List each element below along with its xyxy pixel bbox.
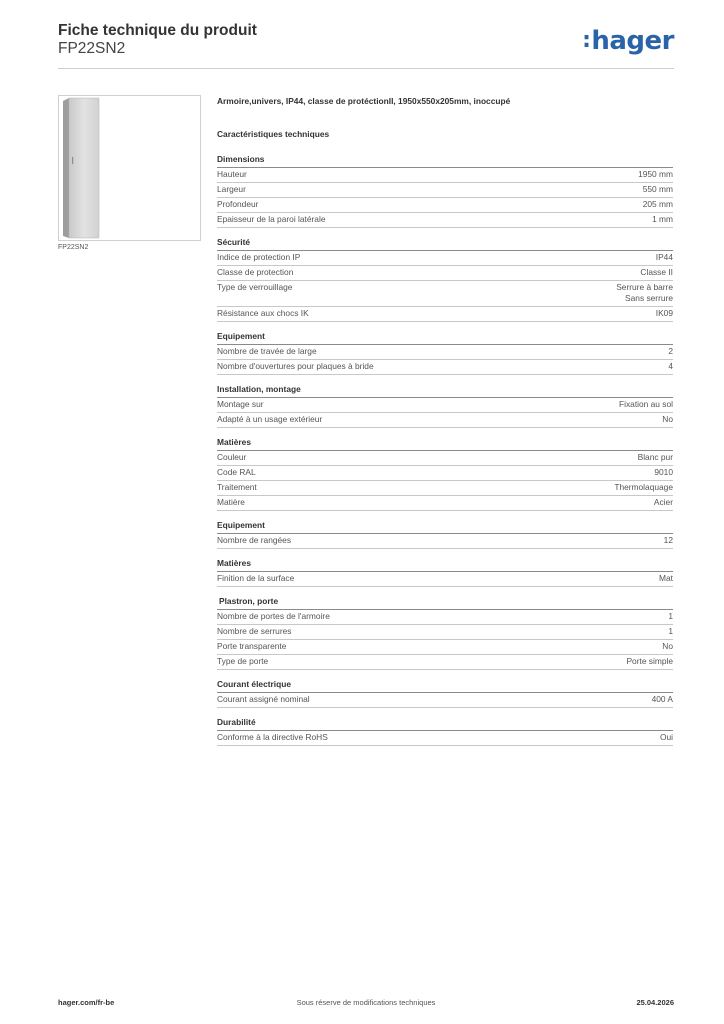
spec-row [217, 481, 673, 496]
product-reference: FP22SN2 [58, 40, 126, 57]
spec-label: Montage sur [217, 399, 264, 409]
spec-label: Nombre de portes de l'armoire [217, 611, 330, 621]
spec-section-title: Dimensions [217, 154, 673, 168]
logo-mark-icon: : [582, 28, 591, 53]
footer-disclaimer: Sous réserve de modifications techniques [296, 998, 436, 1007]
spec-label: Matière [217, 497, 245, 507]
spec-row [217, 183, 673, 198]
spec-label: Type de verrouillage [217, 282, 293, 292]
spec-value: 1 mm [652, 214, 673, 224]
spec-label: Largeur [217, 184, 246, 194]
spec-section [217, 596, 673, 670]
spec-value: 4 [668, 361, 673, 371]
spec-value: 400 A [651, 694, 673, 704]
spec-value: 1 [668, 626, 673, 636]
spec-label: Classe de protection [217, 267, 294, 277]
spec-label: Hauteur [217, 169, 247, 179]
spec-row [217, 466, 673, 481]
spec-label: Couleur [217, 452, 247, 462]
spec-section [217, 679, 673, 708]
spec-row [217, 640, 673, 655]
spec-section-title: Equipement [217, 520, 673, 534]
spec-label: Indice de protection IP [217, 252, 301, 262]
spec-value: 205 mm [642, 199, 673, 209]
spec-value: 9010 [654, 467, 673, 477]
spec-label: Code RAL [217, 467, 256, 477]
spec-section-title: Equipement [217, 331, 673, 345]
spec-row [217, 360, 673, 375]
spec-row [217, 451, 673, 466]
spec-label: Finition de la surface [217, 573, 295, 583]
spec-label: Résistance aux chocs IK [217, 308, 309, 318]
hager-logo [582, 26, 674, 56]
spec-row [217, 266, 673, 281]
spec-section-title: Matières [217, 437, 673, 451]
header-divider [58, 68, 674, 69]
spec-section-title: Sécurité [217, 237, 673, 251]
spec-section-title: Plastron, porte [217, 596, 673, 610]
footer-website-link[interactable]: hager.com/fr-be [58, 998, 115, 1007]
characteristics-sections [217, 154, 673, 746]
spec-value: No [662, 641, 673, 651]
spec-section [217, 717, 673, 746]
spec-value: Serrure à barre Sans serrure [616, 282, 673, 303]
spec-row [217, 625, 673, 640]
spec-label: Profondeur [217, 199, 259, 209]
spec-value: IK09 [655, 308, 673, 318]
spec-row [217, 731, 673, 746]
spec-label: Adapté à un usage extérieur [217, 414, 323, 424]
spec-row [217, 213, 673, 228]
spec-row [217, 655, 673, 670]
spec-label: Nombre de rangées [217, 535, 292, 545]
spec-row [217, 398, 673, 413]
spec-section-title: Courant électrique [217, 679, 673, 693]
spec-section [217, 558, 673, 587]
spec-row [217, 572, 673, 587]
spec-value: IP44 [655, 252, 673, 262]
spec-section [217, 384, 673, 428]
spec-section-title: Matières [217, 558, 673, 572]
spec-row [217, 281, 673, 307]
spec-section [217, 437, 673, 511]
spec-label: Nombre de travée de large [217, 346, 317, 356]
product-image-caption: FP22SN2 [58, 244, 89, 251]
spec-row [217, 345, 673, 360]
spec-value: Fixation au sol [619, 399, 673, 409]
spec-section [217, 237, 673, 322]
spec-label: Nombre de serrures [217, 626, 292, 636]
spec-row [217, 693, 673, 708]
technical-characteristics-heading: Caractéristiques techniques [217, 129, 330, 139]
spec-value: Thermolaquage [614, 482, 673, 492]
spec-label: Nombre d'ouvertures pour plaques à bride [217, 361, 374, 371]
spec-label: Porte transparente [217, 641, 287, 651]
spec-value: No [662, 414, 673, 424]
spec-row [217, 413, 673, 428]
spec-value: 1 [668, 611, 673, 621]
page-title: Fiche technique du produit [58, 22, 257, 39]
spec-value: 12 [663, 535, 673, 545]
spec-label: Courant assigné nominal [217, 694, 310, 704]
spec-value: 550 mm [642, 184, 673, 194]
spec-section [217, 331, 673, 375]
spec-value: 1950 mm [638, 169, 673, 179]
spec-section [217, 520, 673, 549]
spec-section-title: Installation, montage [217, 384, 673, 398]
spec-value: Blanc pur [637, 452, 673, 462]
spec-value: Oui [659, 732, 673, 742]
spec-row [217, 610, 673, 625]
logo-text: hager [591, 26, 674, 56]
spec-value: Mat [659, 573, 673, 583]
spec-label: Epaisseur de la paroi latérale [217, 214, 326, 224]
spec-row [217, 534, 673, 549]
spec-value: Acier [653, 497, 673, 507]
spec-row [217, 168, 673, 183]
product-description: Armoire,univers, IP44, classe de protéctionII, 1950x550x205mm, inoccupé [217, 96, 511, 106]
cabinet-product-image [62, 97, 102, 239]
spec-label: Type de porte [217, 656, 269, 666]
document-header [58, 22, 674, 68]
footer-date: 25.04.2026 [636, 998, 674, 1007]
spec-label: Conforme à la directive RoHS [217, 732, 328, 742]
spec-row [217, 496, 673, 511]
spec-row [217, 198, 673, 213]
spec-row [217, 251, 673, 266]
spec-value: Classe II [640, 267, 673, 277]
spec-section [217, 154, 673, 228]
technical-sheet-content [217, 96, 673, 755]
spec-value: 2 [668, 346, 673, 356]
spec-value: Porte simple [626, 656, 673, 666]
spec-section-title: Durabilité [217, 717, 673, 731]
spec-label: Traitement [217, 482, 257, 492]
spec-row [217, 307, 673, 322]
